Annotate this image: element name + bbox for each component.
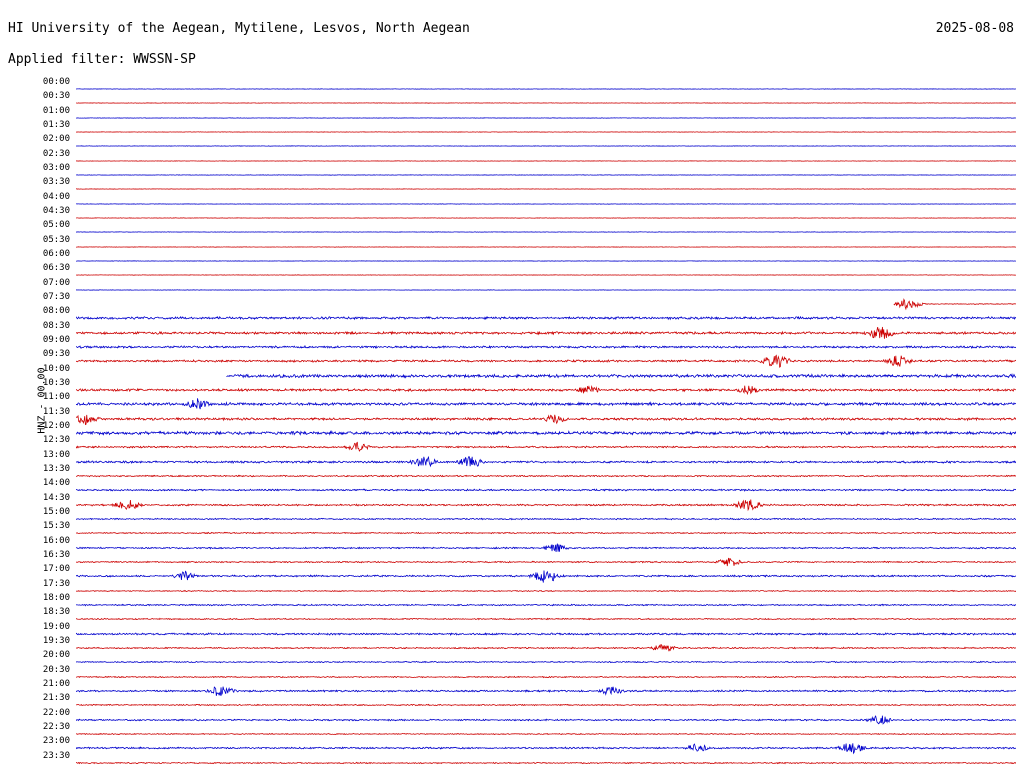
seismic-trace (76, 526, 1016, 540)
seismic-trace (76, 139, 1016, 153)
time-tick-label: 03:00 (42, 162, 70, 173)
time-tick-label: 00:00 (42, 77, 70, 87)
seismic-trace (76, 182, 1016, 196)
time-tick-label: 20:00 (42, 650, 70, 661)
time-tick-label: 23:30 (42, 750, 70, 761)
seismic-trace (76, 612, 1016, 626)
seismic-trace (76, 354, 1016, 368)
time-tick-label: 17:30 (42, 578, 70, 589)
seismic-trace (76, 125, 1016, 139)
seismic-trace (76, 168, 1016, 182)
time-tick-label: 04:00 (42, 191, 70, 202)
seismic-trace (76, 311, 1016, 325)
seismic-trace (76, 297, 1016, 311)
time-tick-label: 22:00 (42, 707, 70, 718)
time-tick-label: 16:00 (42, 535, 70, 546)
seismic-trace (76, 96, 1016, 110)
seismic-trace (76, 483, 1016, 497)
time-axis-ticks (8, 77, 70, 772)
time-tick-label: 10:30 (42, 377, 70, 388)
seismic-trace (76, 498, 1016, 512)
seismic-trace (76, 283, 1016, 297)
time-tick-label: 06:30 (42, 263, 70, 274)
time-tick-label: 21:00 (42, 678, 70, 689)
time-tick-label: 14:00 (42, 478, 70, 489)
time-tick-label: 18:30 (42, 607, 70, 618)
seismic-trace (76, 455, 1016, 469)
time-tick-label: 18:00 (42, 592, 70, 603)
seismic-trace (76, 569, 1016, 583)
time-tick-label: 12:30 (42, 435, 70, 446)
time-tick-label: 05:00 (42, 220, 70, 231)
seismic-trace (76, 154, 1016, 168)
time-tick-label: 07:30 (42, 291, 70, 302)
seismic-trace (76, 254, 1016, 268)
seismic-trace (76, 426, 1016, 440)
seismic-trace (76, 268, 1016, 282)
seismic-trace (76, 512, 1016, 526)
seismic-trace (76, 684, 1016, 698)
time-tick-label: 15:30 (42, 521, 70, 532)
seismic-trace (76, 541, 1016, 555)
seismic-trace (76, 741, 1016, 755)
time-tick-label: 01:30 (42, 119, 70, 130)
time-tick-label: 07:00 (42, 277, 70, 288)
record-date: 2025-08-08 (935, 21, 1014, 36)
time-tick-label: 21:30 (42, 693, 70, 704)
seismic-trace (76, 211, 1016, 225)
seismic-trace (76, 727, 1016, 741)
seismic-trace (76, 698, 1016, 712)
seismic-trace (76, 584, 1016, 598)
time-tick-label: 23:00 (42, 736, 70, 747)
time-tick-label: 16:30 (42, 549, 70, 560)
seismic-trace (76, 340, 1016, 354)
time-tick-label: 02:30 (42, 148, 70, 159)
seismic-trace (76, 82, 1016, 96)
seismic-trace (76, 655, 1016, 669)
seismic-trace (76, 627, 1016, 641)
seismic-trace (76, 397, 1016, 411)
seismic-trace (76, 641, 1016, 655)
seismic-trace (76, 555, 1016, 569)
seismic-trace (76, 756, 1016, 770)
seismic-trace (76, 713, 1016, 727)
time-tick-label: 09:30 (42, 349, 70, 360)
time-tick-label: 05:30 (42, 234, 70, 245)
seismic-trace (76, 225, 1016, 239)
time-tick-label: 08:00 (42, 306, 70, 317)
seismic-trace (76, 469, 1016, 483)
seismic-trace (76, 598, 1016, 612)
seismic-trace (76, 240, 1016, 254)
seismic-trace (76, 326, 1016, 340)
helicorder-plot (76, 82, 1016, 772)
time-tick-label: 14:30 (42, 492, 70, 503)
page-title: HI University of the Aegean, Mytilene, Lesvos, North Aegean (8, 21, 470, 36)
time-tick-label: 04:30 (42, 205, 70, 216)
seismic-trace (76, 440, 1016, 454)
time-tick-label: 03:30 (42, 177, 70, 188)
y-axis-label: HNZ - 00.00 (36, 367, 48, 434)
applied-filter-label: Applied filter: WWSSN-SP (8, 52, 196, 67)
seismic-trace (76, 111, 1016, 125)
seismic-trace (76, 670, 1016, 684)
time-tick-label: 11:00 (42, 392, 70, 403)
time-tick-label: 12:00 (42, 420, 70, 431)
time-tick-label: 13:30 (42, 463, 70, 474)
time-tick-label: 13:00 (42, 449, 70, 460)
time-tick-label: 01:00 (42, 105, 70, 116)
time-tick-label: 10:00 (42, 363, 70, 374)
time-tick-label: 19:30 (42, 635, 70, 646)
time-tick-label: 19:00 (42, 621, 70, 632)
time-tick-label: 09:00 (42, 334, 70, 345)
time-tick-label: 11:30 (42, 406, 70, 417)
time-tick-label: 08:30 (42, 320, 70, 331)
time-tick-label: 15:00 (42, 506, 70, 517)
time-tick-label: 06:00 (42, 248, 70, 259)
seismic-trace (76, 383, 1016, 397)
time-tick-label: 00:30 (42, 91, 70, 102)
seismic-trace (76, 197, 1016, 211)
time-tick-label: 17:00 (42, 564, 70, 575)
seismic-trace (76, 412, 1016, 426)
time-tick-label: 22:30 (42, 721, 70, 732)
seismic-trace (76, 369, 1016, 383)
time-tick-label: 20:30 (42, 664, 70, 675)
time-tick-label: 02:00 (42, 134, 70, 145)
